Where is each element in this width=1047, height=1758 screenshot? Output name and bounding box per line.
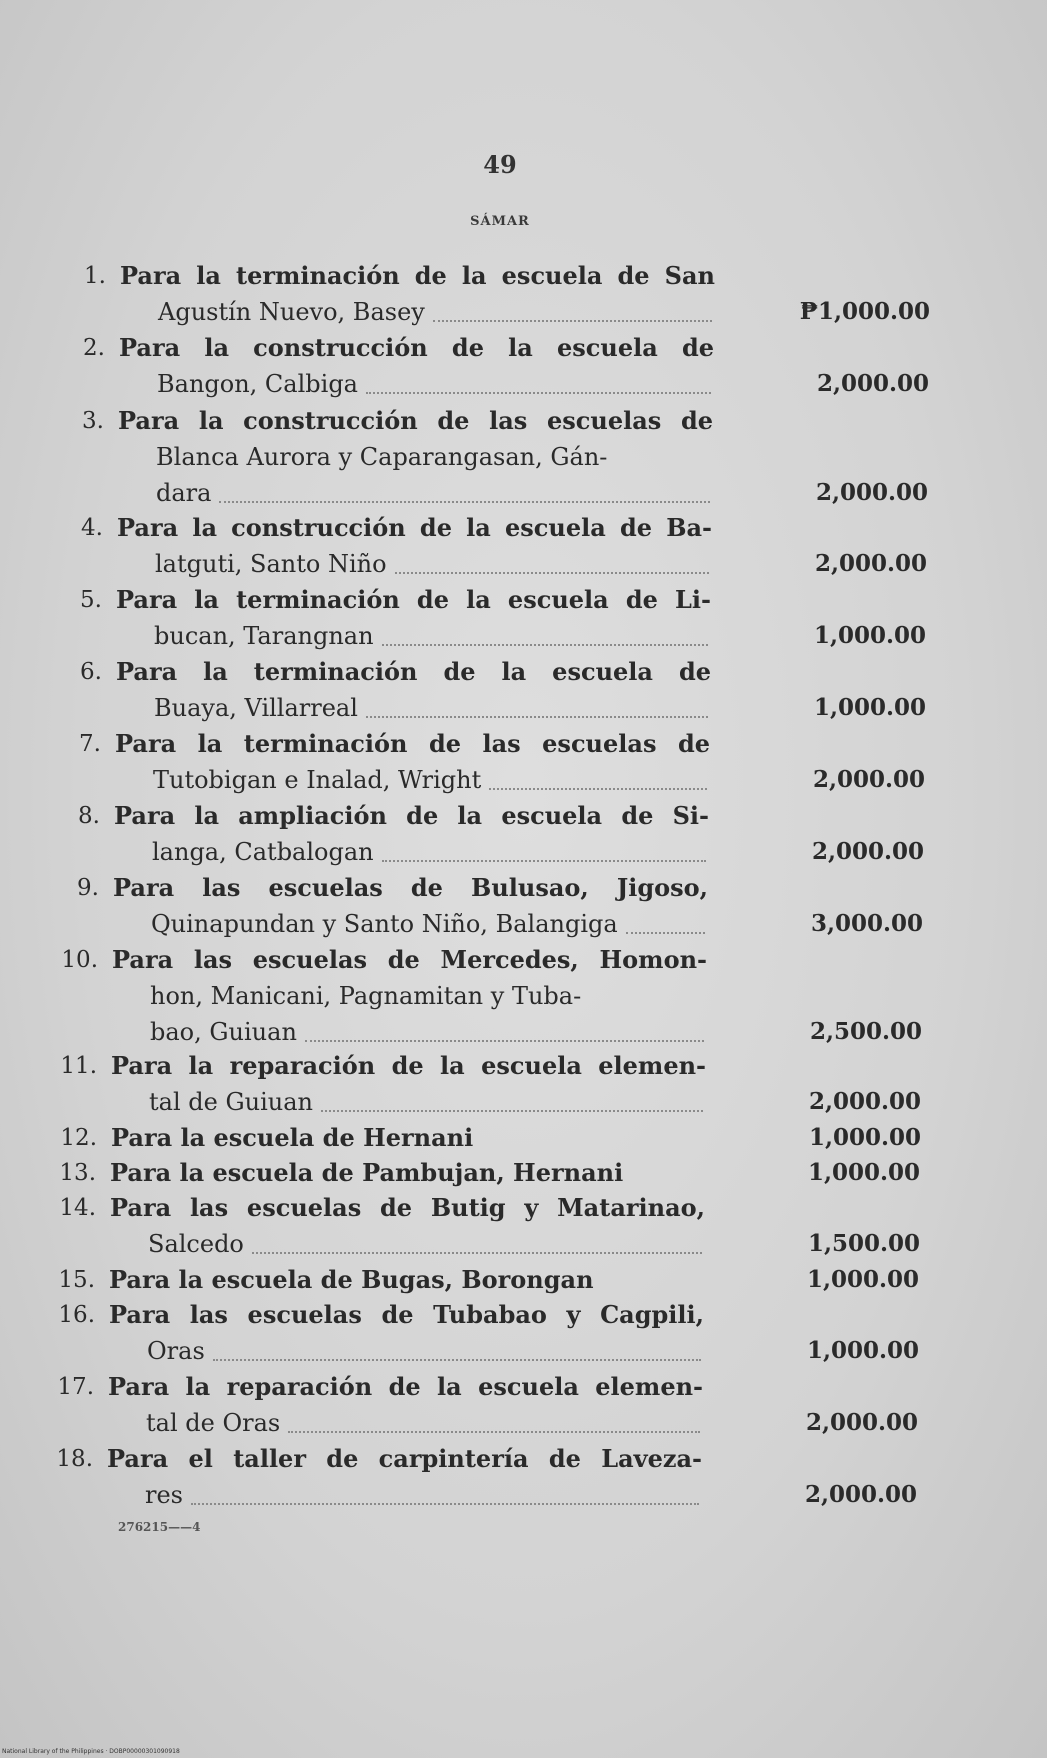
entry-amount: 3,000.00	[810, 910, 923, 937]
dot-leader	[626, 932, 705, 934]
entry-number: 14.	[59, 1195, 96, 1221]
entry-amount: 2,000.00	[812, 766, 925, 793]
entry-line: res	[145, 1481, 183, 1509]
entry-line: Oras	[147, 1337, 205, 1365]
dot-leader	[305, 1040, 704, 1042]
entry-number: 10.	[61, 947, 98, 973]
entry-line: Para la reparación de la escuela elemen-	[108, 1372, 703, 1401]
entry-amount: 2,000.00	[804, 1481, 917, 1508]
entry-line: Para el taller de carpintería de Laveza-	[107, 1444, 702, 1473]
entry-number: 3.	[82, 408, 104, 434]
entry-line: Bangon, Calbiga	[157, 370, 358, 398]
entry-amount: 2,000.00	[816, 370, 929, 397]
entry-number: 15.	[58, 1267, 95, 1293]
entry-line: Para la ampliación de la escuela de Si-	[114, 801, 709, 830]
entry-line: Para la terminación de la escuela de San	[120, 261, 715, 290]
entry-line: Para las escuelas de Butig y Matarinao,	[110, 1193, 705, 1222]
entry-amount: 1,000.00	[813, 622, 926, 649]
dot-leader	[366, 716, 708, 718]
entry-line: Agustín Nuevo, Basey	[158, 298, 425, 326]
entry-amount: 2,000.00	[815, 479, 928, 506]
entry-number: 13.	[59, 1160, 96, 1186]
entry-line: Blanca Aurora y Caparangasan, Gán-	[156, 443, 608, 471]
entry-number: 2.	[83, 335, 105, 361]
dot-leader	[252, 1252, 702, 1254]
footer-code: 276215——4	[118, 1520, 201, 1534]
entry-line: Para la construcción de la escuela de Ba-	[117, 513, 712, 542]
entry-line: bucan, Tarangnan	[154, 622, 374, 650]
entry-amount: 1,000.00	[807, 1159, 920, 1186]
section-title: SÁMAR	[470, 214, 530, 229]
entry-number: 11.	[60, 1053, 97, 1079]
entry-amount: 2,000.00	[808, 1088, 921, 1115]
entry-line: Para la escuela de Hernani	[111, 1123, 474, 1152]
entry-amount: ₱1,000.00	[799, 298, 930, 325]
entry-line: Quinapundan y Santo Niño, Balangiga	[151, 910, 618, 938]
entry-line: Tutobigan e Inalad, Wright	[153, 766, 482, 794]
entry-amount: 1,000.00	[808, 1124, 921, 1151]
entry-number: 7.	[79, 731, 101, 757]
entry-line: Para la escuela de Pambujan, Hernani	[110, 1158, 624, 1187]
entry-number: 1.	[84, 263, 106, 289]
entry-number: 5.	[80, 587, 102, 613]
page-number: 49	[483, 150, 517, 179]
entry-amount: 2,000.00	[805, 1409, 918, 1436]
dot-leader	[433, 320, 712, 322]
entry-amount: 2,500.00	[809, 1018, 922, 1045]
entry-line: hon, Manicani, Pagnamitan y Tuba-	[150, 982, 582, 1010]
entry-line: Para la construcción de las escuelas de	[118, 406, 713, 435]
entry-line: langa, Catbalogan	[152, 838, 374, 866]
entry-number: 4.	[81, 515, 103, 541]
entry-line: tal de Oras	[146, 1409, 281, 1437]
entry-line: Para las escuelas de Mercedes, Homon-	[112, 945, 707, 974]
entry-line: Para la reparación de la escuela elemen-	[111, 1051, 706, 1080]
entry-line: Para las escuelas de Bulusao, Jigoso,	[113, 873, 708, 902]
entry-amount: 1,000.00	[806, 1266, 919, 1293]
entry-line: tal de Guiuan	[149, 1088, 313, 1116]
entry-amount: 1,500.00	[807, 1230, 920, 1257]
entry-number: 12.	[60, 1125, 97, 1151]
entry-number: 9.	[77, 875, 99, 901]
entry-number: 18.	[56, 1446, 93, 1472]
dot-leader	[213, 1359, 701, 1361]
entry-amount: 2,000.00	[814, 550, 927, 577]
entry-line: latguti, Santo Niño	[155, 550, 387, 578]
entry-line: Para las escuelas de Tubabao y Cagpili,	[109, 1300, 704, 1329]
dot-leader	[395, 572, 709, 574]
entry-number: 8.	[78, 803, 100, 829]
entry-line: Salcedo	[148, 1230, 244, 1258]
entry-line: Para la escuela de Bugas, Borongan	[109, 1265, 594, 1294]
dot-leader	[382, 860, 706, 862]
dot-leader	[219, 501, 710, 503]
entry-number: 16.	[58, 1302, 95, 1328]
dot-leader	[489, 788, 707, 790]
entry-line: dara	[156, 479, 212, 507]
entry-amount: 1,000.00	[806, 1337, 919, 1364]
entry-amount: 2,000.00	[811, 838, 924, 865]
entry-amount: 1,000.00	[813, 694, 926, 721]
entry-number: 17.	[57, 1374, 94, 1400]
entry-number: 6.	[80, 659, 102, 685]
dot-leader	[191, 1503, 699, 1505]
entry-line: Para la construcción de la escuela de	[119, 333, 714, 362]
entry-line: Para la terminación de las escuelas de	[115, 729, 710, 758]
dot-leader	[382, 644, 708, 646]
entry-line: Para la terminación de la escuela de	[116, 657, 711, 686]
entry-line: Buaya, Villarreal	[154, 694, 358, 722]
entry-line: bao, Guiuan	[150, 1018, 297, 1046]
dot-leader	[321, 1110, 703, 1112]
dot-leader	[288, 1431, 700, 1433]
library-credit: National Library of the Philippines · DOBP00000301090918	[2, 1748, 180, 1755]
dot-leader	[366, 392, 711, 394]
entry-line: Para la terminación de la escuela de Li-	[116, 585, 711, 614]
